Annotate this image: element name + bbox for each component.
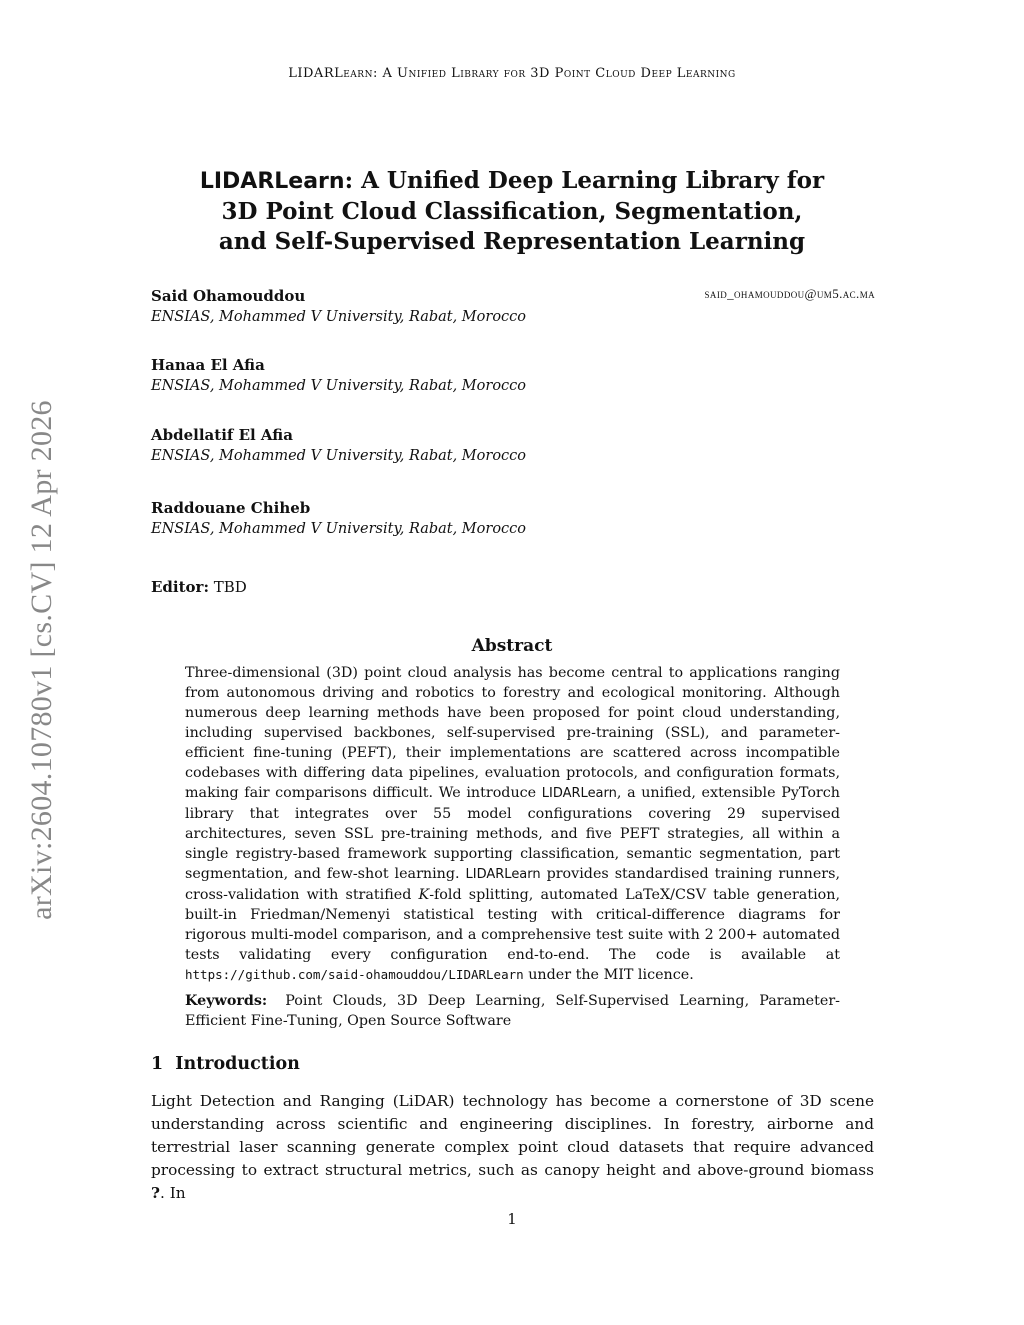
arxiv-identifier-stamp[interactable]: arXiv:2604.10780v1 [cs.CV] 12 Apr 2026 — [25, 400, 58, 920]
section-title: Introduction — [175, 1054, 300, 1074]
editor-label: Editor: — [151, 578, 209, 596]
library-name: LIDARLearn — [465, 867, 541, 882]
page-number: 1 — [507, 1210, 517, 1228]
keywords — [185, 991, 840, 1031]
author-affiliation: ENSIAS, Mohammed V University, Rabat, Morocco — [151, 378, 527, 394]
abstract-heading: Abstract — [471, 636, 553, 656]
abstract-text: under the MIT licence. — [523, 967, 694, 983]
abstract-text: provides standardised training runners, cross-validation with stratified — [185, 866, 840, 903]
running-head: LIDARLearn: A Unified Library for 3D Point Cloud Deep Learning — [288, 66, 736, 81]
title-line-2: 3D Point Cloud Classification, Segmentation, — [221, 198, 803, 225]
title-library-name: LIDARLearn — [199, 169, 345, 194]
editor-line — [151, 578, 247, 596]
citation-placeholder-link[interactable]: ? — [151, 1184, 160, 1202]
keywords-label: Keywords: — [185, 993, 268, 1009]
abstract-text: Three-dimensional (3D) point cloud analysis has become central to applications ranging from autonomous driving and robotics to forestry and ecological monitoring. Although numerous deep learning methods have been proposed for point cloud understanding, including supervised backbones, self-supervised pre-training (SSL), and parameter-efficient fine-tuning (PEFT), their implementations are scattered across incompatible codebases with differing data pipelines, evaluation protocols, and configuration formats, making fair comparisons difficult. We introduce — [185, 665, 840, 801]
section-heading — [151, 1054, 300, 1074]
title-line-1: : A Unified Deep Learning Library for — [344, 167, 825, 194]
introduction-paragraph — [151, 1090, 874, 1205]
paper-title — [150, 166, 874, 257]
abstract-text: -fold splitting, automated LaTeX/CSV table generation, built-in Friedman/Nemenyi statistical testing with critical-difference diagrams for rigorous multi-model comparison, and a comprehensive test suite with 2 200+ automated tests validating every configuration end-to-end. The code is available at — [185, 887, 841, 963]
abstract-text: , a unified, extensible PyTorch library that integrates over 55 model configurations covering 29 supervised architectures, seven SSL pre-training methods, and five PEFT strategies, all within a single registry-based framework supporting classification, semantic segmentation, part segmentation, and few-shot learning. — [185, 785, 840, 882]
math-k: K — [418, 887, 430, 903]
intro-text: Light Detection and Ranging (LiDAR) technology has become a cornerstone of 3D scene understanding across scientific and engineering disciplines. In forestry, airborne and terrestrial laser scanning generate complex point cloud datasets that require advanced processing to extract structural metrics, such as canopy height and above-ground biomass — [151, 1092, 874, 1179]
abstract-body — [185, 663, 840, 1031]
repository-url-link[interactable]: https://github.com/said-ohamouddou/LIDARLearn — [185, 967, 524, 982]
author-name: Raddouane Chiheb — [151, 499, 311, 517]
author-affiliation: ENSIAS, Mohammed V University, Rabat, Morocco — [151, 448, 527, 464]
author-name: Said Ohamouddou — [151, 287, 306, 305]
editor-value: TBD — [213, 578, 247, 596]
abstract-paragraph — [185, 663, 840, 985]
author-name: Hanaa El Afia — [151, 356, 265, 374]
author-affiliation: ENSIAS, Mohammed V University, Rabat, Morocco — [151, 521, 527, 537]
keywords-value: Point Clouds, 3D Deep Learning, Self-Supervised Learning, Parameter-Efficient Fine-Tuning, Open Source Software — [185, 993, 840, 1029]
author-email[interactable]: said_ohamouddou@um5.ac.ma — [704, 286, 875, 301]
author-block — [151, 286, 875, 328]
author-name: Abdellatif El Afia — [151, 426, 293, 444]
author-block — [151, 425, 875, 467]
title-line-3: and Self-Supervised Representation Learning — [218, 228, 806, 255]
author-block — [151, 498, 875, 540]
library-name: LIDARLearn — [541, 786, 617, 801]
section-number: 1 — [151, 1054, 164, 1074]
author-block — [151, 355, 875, 397]
author-affiliation: ENSIAS, Mohammed V University, Rabat, Morocco — [151, 309, 527, 325]
intro-text-end: . In — [159, 1184, 186, 1202]
